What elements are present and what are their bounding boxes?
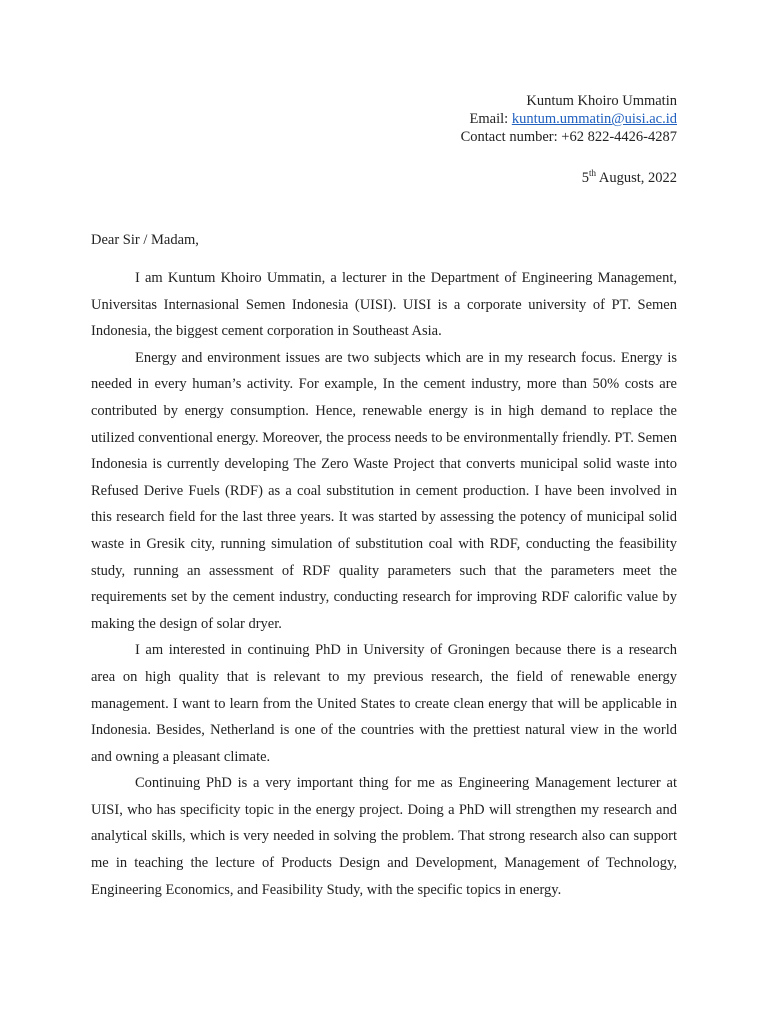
sender-info bbox=[461, 92, 677, 146]
sender-name: Kuntum Khoiro Ummatin bbox=[526, 93, 677, 109]
paragraph-4: Continuing PhD is a very important thing for me as Engineering Management lecturer at UISI, who has specificity topic in the energy project. Doing a PhD will strengthen my research and analytical skills, which is very needed in solving the problem. That strong research also can support me in teaching the lecture of Products Design and Development, Management of Technology, Engineering Economics, and Feasibility Study, with the specific topics in energy. bbox=[91, 775, 677, 898]
salutation: Dear Sir / Madam, bbox=[91, 232, 199, 248]
letter-body bbox=[91, 265, 677, 903]
sender-contact: Contact number: +62 822-4426-4287 bbox=[460, 129, 677, 145]
paragraph-1: I am Kuntum Khoiro Ummatin, a lecturer in the Department of Engineering Management, Universitas Internasional Semen Indonesia (UISI). UISI is a corporate university of PT. Semen Indonesia, the biggest cement corporation in Southeast Asia. bbox=[91, 270, 677, 340]
date-suffix: th bbox=[589, 168, 597, 179]
paragraph-2: Energy and environment issues are two subjects which are in my research focus. Energy is needed in every human’s activity. For example, In the cement industry, more than 50% costs are contributed by energy consumption. Hence, renewable energy is in high demand to replace the utilized conventional energy. Moreover, the process needs to be environmentally friendly. PT. Semen Indonesia is currently developing The Zero Waste Project that converts municipal solid waste into Refused Derive Fuels (RDF) as a coal substitution in cement production. I have been involved in this research field for the last three years. It was started by assessing the potency of municipal solid waste in Gresik city, running simulation of substitution coal with RDF, conducting the feasibility study, running an assessment of RDF quality parameters such that the parameters meet the requirements set by the cement industry, conducting research for improving RDF calorific value by making the design of solar dryer. bbox=[91, 349, 677, 632]
paragraph-3: I am interested in continuing PhD in University of Groningen because there is a research area on high quality that is relevant to my previous research, the field of renewable energy management. I want to learn from the United States to create clean energy that will be applicable in Indonesia. Besides, Netherland is one of the countries with the prettiest natural view in the world and owning a pleasant climate. bbox=[91, 642, 677, 765]
email-label: Email: bbox=[469, 111, 512, 127]
date-rest: August, 2022 bbox=[596, 170, 677, 186]
email-link[interactable]: kuntum.ummatin@uisi.ac.id bbox=[511, 111, 677, 127]
sender-email-line bbox=[461, 110, 677, 128]
date-day: 5 bbox=[581, 170, 590, 186]
letter-date bbox=[582, 168, 677, 188]
